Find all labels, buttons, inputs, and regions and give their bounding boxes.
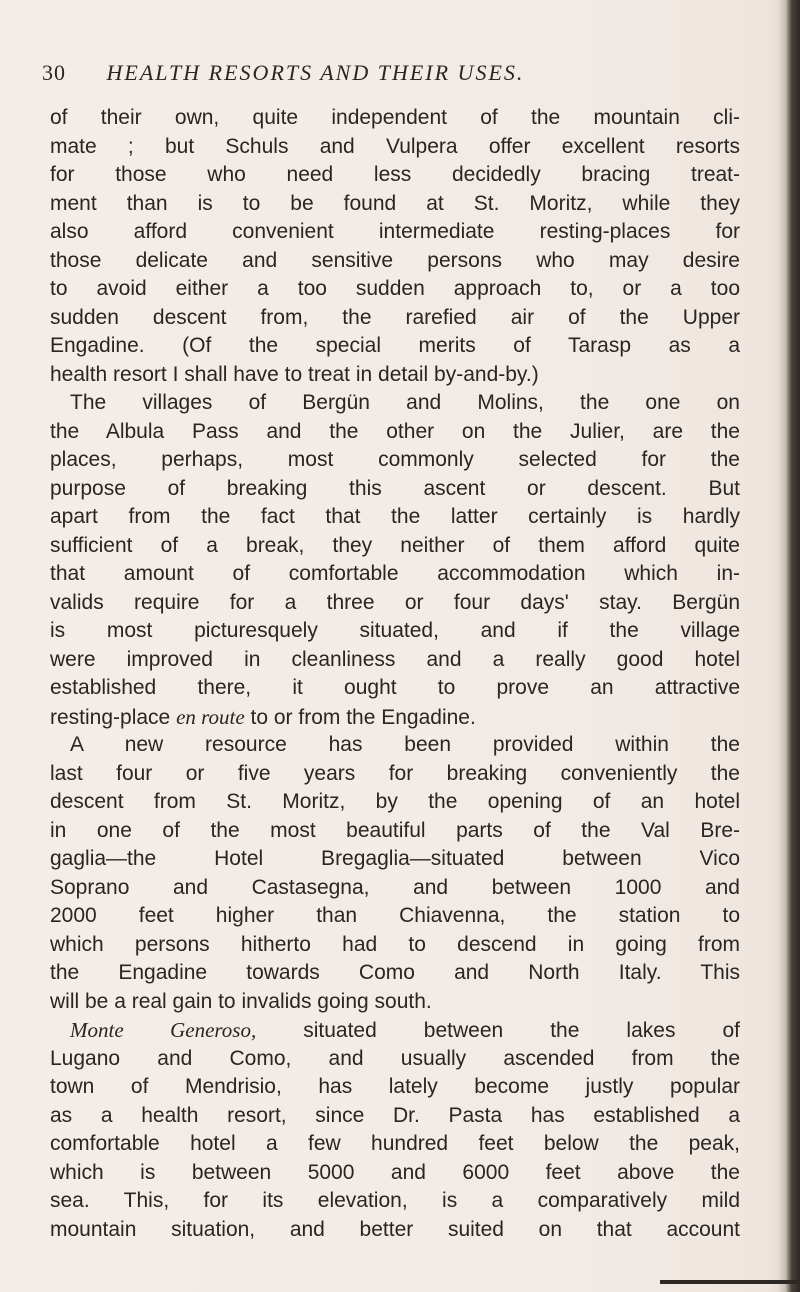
text-run: resting-place (50, 705, 177, 729)
text-line: valids require for a three or four days' stay. Bergün (50, 590, 740, 614)
text-line: to avoid either a too sudden approach to, or a too (50, 277, 740, 300)
gutter-shadow (778, 0, 786, 1292)
text-line: established there, it ought to prove an attractive (50, 676, 740, 699)
text-line: mate ; but Schuls and Vulpera offer excellent resorts (50, 134, 740, 158)
text-line: sea. This, for its elevation, is a comparatively mild (50, 1189, 740, 1212)
text-line: sudden descent from, the rarefied air of the Upper (50, 305, 740, 329)
body-text (50, 104, 740, 1244)
text-line: those delicate and sensitive persons who may desire (50, 248, 740, 272)
text-line: in one of the most beautiful parts of the Val Bre- (50, 818, 740, 842)
text-line: Engadine. (Of the special merits of Tarasp as a (50, 334, 740, 357)
page-edge-rule (660, 1280, 800, 1284)
text-line (50, 703, 740, 732)
text-line: which persons hitherto had to descend in going from (50, 932, 740, 956)
italic-text-run: Monte Generoso, (70, 1018, 257, 1042)
text-line: Lugano and Como, and usually ascended from the (50, 1046, 740, 1070)
text-line: last four or five years for breaking conveniently the (50, 761, 740, 785)
running-head (42, 60, 742, 90)
text-line: for those who need less decidedly bracing treat- (50, 163, 740, 186)
text-line: mountain situation, and better suited on that account (50, 1217, 740, 1241)
text-line: purpose of breaking this ascent or descent. But (50, 476, 740, 500)
text-line: The villages of Bergün and Molins, the one on (70, 391, 740, 414)
text-run: to or from the Engadine. (244, 705, 476, 729)
text-line: Soprano and Castasegna, and between 1000 and (50, 875, 740, 899)
text-line: the Engadine towards Como and North Italy. This (50, 961, 740, 984)
text-line: health resort I shall have to treat in detail by-and-by.) (50, 362, 539, 386)
text-run: situated between the lakes of (256, 1019, 740, 1042)
running-head-title: HEALTH RESORTS AND THEIR USES. (106, 60, 525, 85)
text-line: as a health resort, since Dr. Pasta has established a (50, 1103, 740, 1127)
text-line: descent from St. Moritz, by the opening of an hotel (50, 790, 740, 813)
text-line: apart from the fact that the latter certainly is hardly (50, 505, 740, 528)
text-line: of their own, quite independent of the mountain cli- (50, 106, 740, 129)
text-line: places, perhaps, most commonly selected for the (50, 448, 740, 471)
text-line: the Albula Pass and the other on the Julier, are the (50, 419, 740, 443)
page-edge (786, 0, 800, 1292)
text-line: gaglia—the Hotel Bregaglia—situated between Vico (50, 847, 740, 870)
text-line: were improved in cleanliness and a really good hotel (50, 647, 740, 671)
text-line: will be a real gain to invalids going south. (50, 989, 432, 1013)
text-line: A new resource has been provided within the (70, 733, 740, 756)
text-line: that amount of comfortable accommodation which in- (50, 562, 740, 585)
text-line: which is between 5000 and 6000 feet above the (50, 1160, 740, 1184)
text-line: ment than is to be found at St. Moritz, while they (50, 191, 740, 215)
text-line: sufficient of a break, they neither of them afford quite (50, 533, 740, 557)
text-line: town of Mendrisio, has lately become justly popular (50, 1075, 740, 1098)
text-line: is most picturesquely situated, and if the village (50, 619, 740, 642)
page-number: 30 (42, 60, 66, 85)
italic-text-run: en route (176, 704, 245, 729)
text-line (50, 1016, 740, 1045)
text-line: comfortable hotel a few hundred feet below the peak, (50, 1132, 740, 1155)
text-line: 2000 feet higher than Chiavenna, the station to (50, 904, 740, 927)
text-line: also afford convenient intermediate resting-places for (50, 220, 740, 243)
